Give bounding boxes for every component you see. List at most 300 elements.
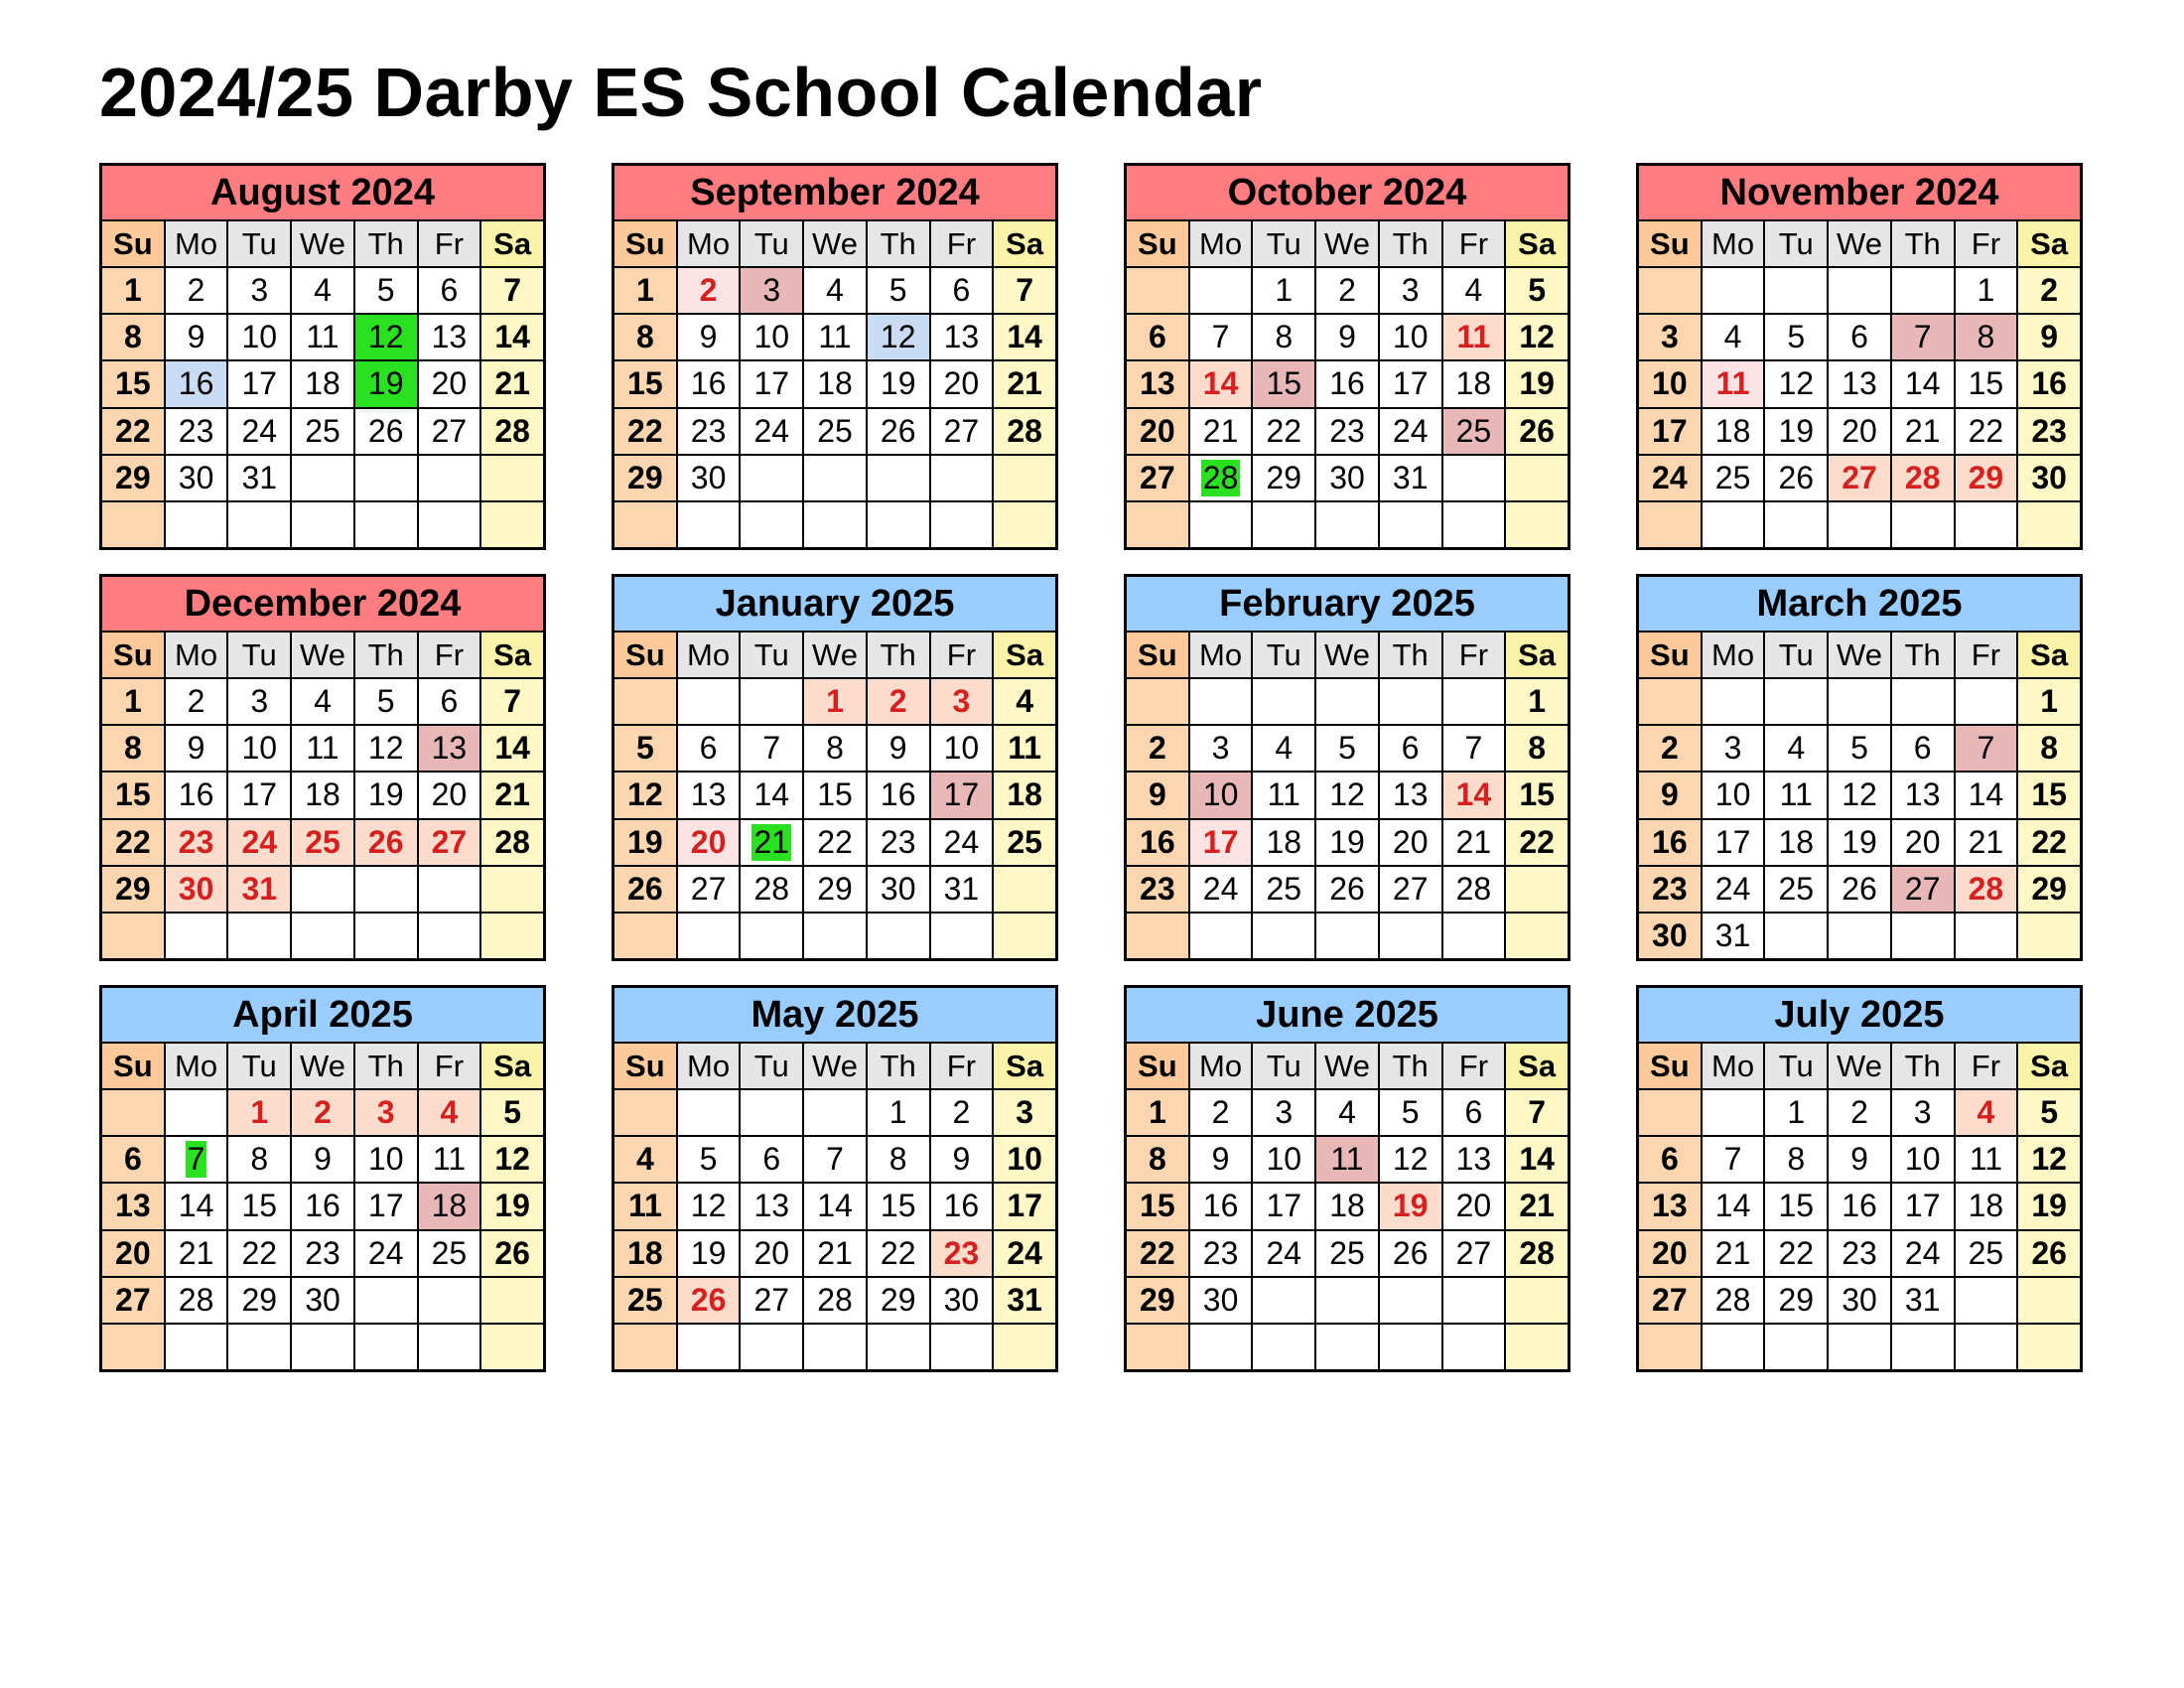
month-april-2025 xyxy=(99,985,546,1372)
weekday-header-sa: Sa xyxy=(481,221,543,266)
empty-cell xyxy=(994,867,1055,912)
day-number: 8 xyxy=(635,319,654,355)
month-march-2025 xyxy=(1636,574,2083,961)
day-cell xyxy=(102,773,164,817)
day-number: 5 xyxy=(635,730,654,767)
day-number: 20 xyxy=(431,776,468,813)
day-number: 16 xyxy=(880,776,916,813)
empty-cell xyxy=(741,502,802,547)
empty-cell xyxy=(868,456,929,500)
day-cell xyxy=(994,726,1055,771)
day-number: 29 xyxy=(627,459,663,495)
day-number: 28 xyxy=(1519,1234,1555,1271)
empty-cell xyxy=(1443,914,1505,958)
empty-cell xyxy=(1443,456,1505,500)
weekday-header-sa: Sa xyxy=(1506,221,1568,266)
day-number: 24 xyxy=(367,1234,404,1271)
day-number: 6 xyxy=(1148,319,1166,355)
day-number: 18 xyxy=(305,776,341,813)
day-number: 4 xyxy=(1723,319,1742,355)
day-number: 22 xyxy=(241,1234,278,1271)
day-cell xyxy=(481,315,543,359)
empty-cell xyxy=(102,914,164,958)
weekday-header-we: We xyxy=(292,1044,353,1088)
day-number: 2 xyxy=(187,683,205,720)
day-cell xyxy=(1190,867,1252,912)
day-cell xyxy=(678,409,740,454)
weekday-header-sa: Sa xyxy=(2018,1044,2080,1088)
empty-cell xyxy=(1506,502,1568,547)
day-cell xyxy=(868,1090,929,1135)
day-number: 16 xyxy=(690,365,727,402)
day-cell xyxy=(228,456,290,500)
day-cell xyxy=(1892,1184,1954,1228)
empty-cell xyxy=(419,456,480,500)
empty-cell xyxy=(419,1278,480,1323)
day-cell xyxy=(1956,1184,2017,1228)
day-number: 23 xyxy=(178,412,214,449)
day-number: 29 xyxy=(115,459,151,495)
day-cell xyxy=(1127,1090,1188,1135)
day-number: 10 xyxy=(1652,365,1688,402)
empty-cell xyxy=(292,914,353,958)
day-number: 26 xyxy=(2031,1234,2067,1271)
day-number: 18 xyxy=(431,1188,468,1224)
day-cell xyxy=(1892,773,1954,817)
day-cell xyxy=(2018,679,2080,724)
weekday-header-th: Th xyxy=(355,633,417,677)
empty-cell xyxy=(1380,914,1441,958)
day-number: 5 xyxy=(1338,730,1356,767)
empty-cell xyxy=(1506,1278,1568,1323)
day-number: 15 xyxy=(1519,776,1555,813)
empty-cell xyxy=(419,914,480,958)
empty-cell xyxy=(931,914,993,958)
day-cell xyxy=(1190,773,1252,817)
empty-cell xyxy=(1316,679,1378,724)
empty-cell xyxy=(678,1325,740,1369)
empty-cell xyxy=(1443,1278,1505,1323)
month-title: September 2024 xyxy=(614,166,1055,219)
empty-cell xyxy=(1127,914,1188,958)
day-number: 6 xyxy=(1850,319,1868,355)
day-number: 6 xyxy=(123,1141,142,1178)
day-cell xyxy=(614,820,676,865)
day-cell xyxy=(931,1137,993,1182)
day-cell xyxy=(1703,867,1764,912)
day-number: 19 xyxy=(2031,1188,2067,1224)
day-cell xyxy=(1765,1090,1827,1135)
day-number: 6 xyxy=(1401,730,1420,767)
day-cell xyxy=(1956,268,2017,313)
day-cell xyxy=(1506,679,1568,724)
empty-cell xyxy=(1703,268,1764,313)
day-number: 20 xyxy=(690,823,727,860)
day-number: 14 xyxy=(1202,365,1239,402)
day-cell xyxy=(355,409,417,454)
day-number: 27 xyxy=(1455,1234,1492,1271)
day-cell xyxy=(1380,773,1441,817)
empty-cell xyxy=(1765,679,1827,724)
day-cell xyxy=(1190,315,1252,359)
day-cell xyxy=(1127,456,1188,500)
day-number: 11 xyxy=(818,319,852,355)
day-cell xyxy=(419,773,480,817)
day-number: 29 xyxy=(1778,1281,1815,1318)
day-cell xyxy=(1829,1278,1890,1323)
day-cell xyxy=(481,726,543,771)
day-cell xyxy=(804,679,866,724)
empty-cell xyxy=(741,1325,802,1369)
day-number: 7 xyxy=(826,1141,844,1178)
day-cell xyxy=(355,820,417,865)
empty-cell xyxy=(931,456,993,500)
day-number: 17 xyxy=(1392,365,1429,402)
empty-cell xyxy=(1703,679,1764,724)
month-july-2025 xyxy=(1636,985,2083,1372)
day-number: 28 xyxy=(178,1281,214,1318)
day-cell xyxy=(166,1184,227,1228)
day-number: 22 xyxy=(1266,412,1302,449)
day-number: 14 xyxy=(494,319,530,355)
day-cell xyxy=(355,268,417,313)
day-cell xyxy=(419,1231,480,1276)
weekday-header-su: Su xyxy=(1127,1044,1188,1088)
day-number: 15 xyxy=(1778,1188,1815,1224)
weekday-header-sa: Sa xyxy=(1506,633,1568,677)
day-cell xyxy=(1316,409,1378,454)
day-number: 5 xyxy=(1401,1094,1420,1131)
day-cell xyxy=(2018,1231,2080,1276)
day-cell xyxy=(1956,820,2017,865)
day-cell xyxy=(1892,820,1954,865)
day-number: 9 xyxy=(888,730,907,767)
day-number: 12 xyxy=(367,730,404,767)
month-title: April 2025 xyxy=(102,988,543,1042)
day-number: 13 xyxy=(943,319,980,355)
empty-cell xyxy=(868,502,929,547)
day-number: 13 xyxy=(1904,776,1941,813)
empty-cell xyxy=(1316,1325,1378,1369)
day-number: 23 xyxy=(2031,412,2067,449)
day-number: 6 xyxy=(1660,1141,1679,1178)
weekday-header-fr: Fr xyxy=(1956,633,2017,677)
day-cell xyxy=(481,1137,543,1182)
day-number: 20 xyxy=(943,365,980,402)
day-cell xyxy=(1316,361,1378,406)
day-cell xyxy=(102,409,164,454)
empty-cell xyxy=(1639,268,1701,313)
day-number: 16 xyxy=(2031,365,2067,402)
day-cell xyxy=(1892,726,1954,771)
day-number: 2 xyxy=(952,1094,971,1131)
day-number: 4 xyxy=(314,683,332,720)
day-cell xyxy=(1506,773,1568,817)
day-number: 20 xyxy=(1904,823,1941,860)
day-cell xyxy=(804,1278,866,1323)
day-number: 11 xyxy=(1779,776,1813,813)
weekday-header-th: Th xyxy=(1892,221,1954,266)
day-cell xyxy=(481,409,543,454)
day-number: 19 xyxy=(1778,412,1815,449)
day-number: 7 xyxy=(1913,319,1932,355)
day-cell xyxy=(166,773,227,817)
day-cell xyxy=(741,1278,802,1323)
day-number: 16 xyxy=(1842,1188,1877,1224)
day-cell xyxy=(1380,1090,1441,1135)
day-number: 27 xyxy=(1392,870,1429,907)
weekday-header-th: Th xyxy=(1380,1044,1441,1088)
day-cell xyxy=(1765,361,1827,406)
day-number: 23 xyxy=(943,1234,980,1271)
empty-cell xyxy=(1380,1325,1441,1369)
weekday-header-we: We xyxy=(1316,633,1378,677)
day-cell xyxy=(804,820,866,865)
day-number: 7 xyxy=(1016,272,1034,309)
day-cell xyxy=(1253,867,1314,912)
weekday-header-th: Th xyxy=(1892,633,1954,677)
empty-cell xyxy=(1127,1325,1188,1369)
weekday-header-tu: Tu xyxy=(741,1044,802,1088)
day-number: 24 xyxy=(241,412,278,449)
empty-cell xyxy=(678,502,740,547)
day-cell xyxy=(1443,1184,1505,1228)
empty-cell xyxy=(102,1090,164,1135)
day-cell xyxy=(166,867,227,912)
weekday-header-tu: Tu xyxy=(1253,633,1314,677)
month-title: December 2024 xyxy=(102,577,543,631)
day-number: 27 xyxy=(431,412,468,449)
day-cell xyxy=(994,1137,1055,1182)
day-cell xyxy=(102,456,164,500)
day-cell xyxy=(804,409,866,454)
day-number: 15 xyxy=(241,1188,278,1224)
day-cell xyxy=(1829,409,1890,454)
empty-cell xyxy=(1892,914,1954,958)
empty-cell xyxy=(166,502,227,547)
day-cell xyxy=(228,1137,290,1182)
weekday-header-mo: Mo xyxy=(166,1044,227,1088)
day-cell xyxy=(292,1184,353,1228)
day-number: 1 xyxy=(1275,272,1294,309)
weekday-header-fr: Fr xyxy=(419,221,480,266)
weekday-header-su: Su xyxy=(1127,633,1188,677)
day-number: 18 xyxy=(1266,823,1302,860)
day-number: 17 xyxy=(241,365,278,402)
day-cell xyxy=(1316,726,1378,771)
day-number: 25 xyxy=(305,412,341,449)
day-cell xyxy=(355,1231,417,1276)
day-number: 4 xyxy=(1338,1094,1356,1131)
day-number: 12 xyxy=(1519,319,1555,355)
empty-cell xyxy=(102,502,164,547)
day-number: 29 xyxy=(817,870,853,907)
day-cell xyxy=(2018,867,2080,912)
day-number: 14 xyxy=(1519,1141,1555,1178)
empty-cell xyxy=(1639,1325,1701,1369)
empty-cell xyxy=(1127,268,1188,313)
weekday-header-su: Su xyxy=(1639,633,1701,677)
day-number: 4 xyxy=(1275,730,1294,767)
day-cell xyxy=(931,1184,993,1228)
empty-cell xyxy=(1703,502,1764,547)
day-number: 24 xyxy=(1904,1234,1941,1271)
day-cell xyxy=(102,820,164,865)
day-cell xyxy=(1892,409,1954,454)
day-cell xyxy=(1316,1090,1378,1135)
day-cell xyxy=(2018,361,2080,406)
day-number: 12 xyxy=(627,776,663,813)
day-number: 2 xyxy=(699,272,718,309)
weekday-header-mo: Mo xyxy=(678,221,740,266)
weekday-header-fr: Fr xyxy=(419,1044,480,1088)
day-cell xyxy=(1443,1137,1505,1182)
day-number: 30 xyxy=(178,870,214,907)
day-cell xyxy=(1956,409,2017,454)
day-cell xyxy=(1956,867,2017,912)
day-cell xyxy=(868,315,929,359)
day-number: 29 xyxy=(241,1281,278,1318)
day-cell xyxy=(166,268,227,313)
empty-cell xyxy=(355,502,417,547)
day-cell xyxy=(2018,1184,2080,1228)
empty-cell xyxy=(355,1325,417,1369)
day-number: 17 xyxy=(1202,823,1239,860)
day-cell xyxy=(1127,361,1188,406)
day-cell xyxy=(228,726,290,771)
day-cell xyxy=(994,1090,1055,1135)
day-number: 2 xyxy=(1850,1094,1868,1131)
day-cell xyxy=(1190,456,1252,500)
day-number: 17 xyxy=(753,365,790,402)
day-number: 1 xyxy=(2040,683,2059,720)
day-cell xyxy=(1253,1184,1314,1228)
day-number: 19 xyxy=(367,776,404,813)
day-cell xyxy=(741,1184,802,1228)
day-number: 18 xyxy=(305,365,341,402)
month-september-2024 xyxy=(612,163,1058,550)
weekday-header-fr: Fr xyxy=(419,633,480,677)
day-cell xyxy=(868,361,929,406)
empty-cell xyxy=(994,1325,1055,1369)
empty-cell xyxy=(481,867,543,912)
day-cell xyxy=(481,361,543,406)
weekday-header-mo: Mo xyxy=(166,221,227,266)
day-cell xyxy=(931,867,993,912)
day-cell xyxy=(1127,1184,1188,1228)
day-number: 7 xyxy=(1977,730,1995,767)
day-number: 9 xyxy=(1211,1141,1230,1178)
day-number: 22 xyxy=(1968,412,2004,449)
weekday-header-mo: Mo xyxy=(1190,633,1252,677)
day-number: 30 xyxy=(943,1281,980,1318)
empty-cell xyxy=(1829,268,1890,313)
empty-cell xyxy=(868,1325,929,1369)
day-number: 24 xyxy=(1392,412,1429,449)
day-number: 13 xyxy=(431,319,468,355)
day-number: 17 xyxy=(1266,1188,1302,1224)
day-cell xyxy=(804,773,866,817)
day-number: 20 xyxy=(115,1234,151,1271)
day-number: 30 xyxy=(880,870,916,907)
day-number: 28 xyxy=(1007,412,1042,449)
empty-cell xyxy=(1316,914,1378,958)
day-cell xyxy=(1316,1184,1378,1228)
day-number: 10 xyxy=(241,730,278,767)
day-cell xyxy=(1316,315,1378,359)
empty-cell xyxy=(1253,914,1314,958)
day-cell xyxy=(804,1137,866,1182)
day-cell xyxy=(1765,726,1827,771)
month-december-2024 xyxy=(99,574,546,961)
day-number: 23 xyxy=(1140,870,1175,907)
weekday-header-su: Su xyxy=(102,1044,164,1088)
day-cell xyxy=(1639,726,1701,771)
weekday-header-we: We xyxy=(1316,221,1378,266)
day-number: 11 xyxy=(306,730,340,767)
day-number: 3 xyxy=(1723,730,1742,767)
day-cell xyxy=(1956,1231,2017,1276)
day-number: 21 xyxy=(494,365,530,402)
day-number: 20 xyxy=(1140,412,1175,449)
day-number: 19 xyxy=(367,365,404,402)
day-cell xyxy=(1443,268,1505,313)
day-number: 24 xyxy=(1007,1234,1042,1271)
day-number: 17 xyxy=(943,776,980,813)
empty-cell xyxy=(1190,268,1252,313)
day-number: 14 xyxy=(1968,776,2004,813)
day-cell xyxy=(1639,867,1701,912)
day-number: 9 xyxy=(952,1141,971,1178)
day-cell xyxy=(1703,1137,1764,1182)
day-number: 7 xyxy=(187,1141,205,1178)
day-number: 29 xyxy=(1266,459,1302,495)
day-cell xyxy=(1892,1231,1954,1276)
empty-cell xyxy=(1829,502,1890,547)
day-number: 15 xyxy=(880,1188,916,1224)
day-number: 25 xyxy=(1266,870,1302,907)
day-number: 4 xyxy=(1787,730,1806,767)
day-number: 5 xyxy=(376,272,395,309)
day-cell xyxy=(678,1278,740,1323)
day-number: 12 xyxy=(494,1141,530,1178)
day-cell xyxy=(1127,315,1188,359)
weekday-header-mo: Mo xyxy=(1190,1044,1252,1088)
day-number: 18 xyxy=(1968,1188,2004,1224)
day-cell xyxy=(868,679,929,724)
day-cell xyxy=(1765,409,1827,454)
day-number: 10 xyxy=(1392,319,1429,355)
day-number: 11 xyxy=(1969,1141,2003,1178)
day-cell xyxy=(1380,1231,1441,1276)
day-cell xyxy=(868,867,929,912)
day-number: 8 xyxy=(1787,1141,1806,1178)
day-cell xyxy=(419,361,480,406)
day-number: 21 xyxy=(1519,1188,1555,1224)
day-cell xyxy=(228,1231,290,1276)
day-cell xyxy=(481,268,543,313)
day-cell xyxy=(614,773,676,817)
day-number: 11 xyxy=(432,1141,467,1178)
day-number: 3 xyxy=(376,1094,395,1131)
day-number: 24 xyxy=(1202,870,1239,907)
day-number: 16 xyxy=(305,1188,341,1224)
empty-cell xyxy=(1380,679,1441,724)
day-cell xyxy=(1380,1137,1441,1182)
empty-cell xyxy=(614,1325,676,1369)
day-cell xyxy=(102,726,164,771)
empty-cell xyxy=(1380,502,1441,547)
